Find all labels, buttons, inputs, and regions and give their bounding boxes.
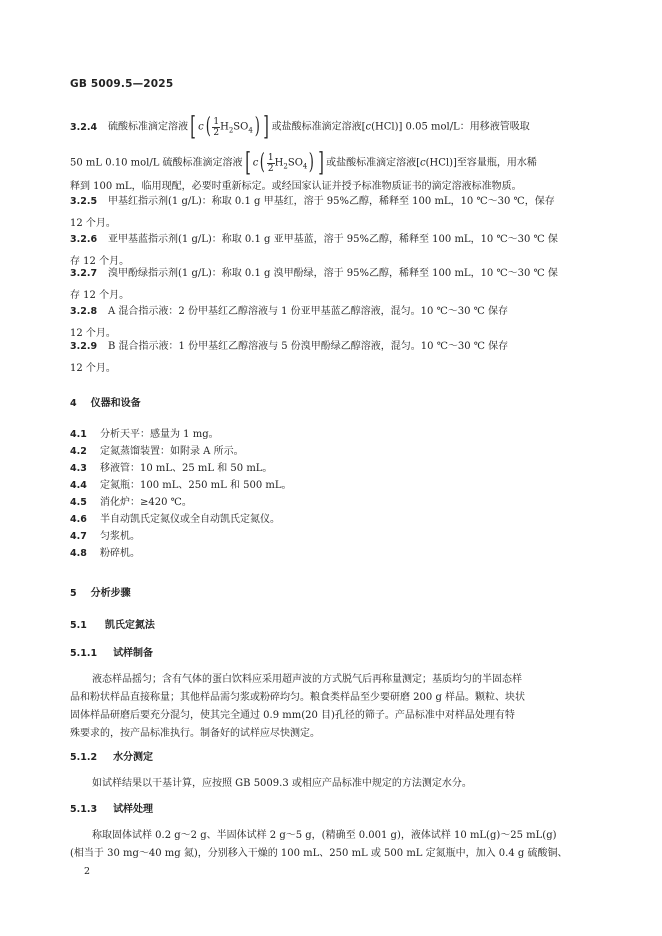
clause-3-2-4-line-2 — [70, 150, 537, 176]
clause-3-2-6-line-1 — [70, 234, 558, 246]
clause-3-2-8-line-1 — [70, 306, 508, 318]
paragraph-5-1-3-line-2: (相当于 30 mg～40 mg 氮)，分别移入干燥的 100 mL、250 mL 或 500 mL 定氮瓶中，加入 0.4 g 硫酸铜、 — [70, 848, 568, 859]
clause-3-2-9-line-1 — [70, 341, 508, 353]
clause-3-2-4-line-3: 释到 100 mL，临用现配，必要时重新标定。或经国家认证并授予标准物质证书的滴定溶液标准物质。 — [70, 181, 522, 192]
paragraph-5-1-2-line-1: 如试样结果以干基计算，应按照 GB 5009.3 或相应产品标准中规定的方法测定水分。 — [92, 778, 472, 789]
item-number: 4.6 — [70, 514, 87, 525]
clause-3-2-6-line-2: 存 12 个月。 — [70, 256, 130, 267]
clause-3-2-7-line-1 — [70, 268, 558, 280]
paren-right: ) — [309, 150, 315, 175]
clause-text: 亚甲基蓝指示剂(1 g/L)：称取 0.1 g 亚甲基蓝，溶于 95%乙醇，稀释至 100 mL，10 ℃～30 ℃ 保 — [108, 234, 558, 245]
formula-h: H — [274, 157, 284, 169]
item-text: 半自动凯氏定氮仪或全自动凯氏定氮仪。 — [100, 514, 280, 525]
item-number: 4.2 — [70, 446, 87, 457]
item-text: 定氮蒸馏装置：如附录 A 所示。 — [100, 446, 244, 457]
bracket-right: ] — [263, 112, 270, 142]
clause-text: B 混合指示液：1 份甲基红乙醇溶液与 5 份溴甲酚绿乙醇溶液，混匀。10 ℃～30 ℃ 保存 — [108, 341, 509, 352]
item-text: 移液管：10 mL、25 mL 和 50 mL。 — [100, 463, 273, 474]
bracket-right: ] — [318, 148, 324, 178]
item-number: 4.3 — [70, 463, 87, 474]
item-number: 4.4 — [70, 480, 87, 491]
clause-number: 3.2.7 — [70, 268, 98, 279]
formula-so: SO — [287, 157, 303, 169]
section-4-heading — [70, 394, 141, 409]
clause-3-2-5-line-1 — [70, 196, 555, 208]
section-title: 水分测定 — [113, 752, 154, 763]
item-text: 消化炉：≥420 ℃。 — [100, 497, 192, 508]
clause-number: 3.2.6 — [70, 234, 98, 245]
formula-sub-2: 2 — [283, 162, 288, 171]
clause-text: (HCl)] 0.05 mol/L：用移液管吸取 — [371, 121, 530, 133]
page-number: 2 — [84, 866, 91, 877]
clause-3-2-8-line-2: 12 个月。 — [70, 328, 116, 339]
paren-left: ( — [260, 150, 266, 175]
concentration-symbol: c — [198, 121, 204, 133]
clause-3-2-9-line-2: 12 个月。 — [70, 363, 116, 374]
clause-text: 溴甲酚绿指示剂(1 g/L)：称取 0.1 g 溴甲酚绿，溶于 95%乙醇，稀释至 100 mL，10 ℃～30 ℃ 保 — [108, 268, 558, 279]
item-4-1 — [70, 429, 219, 441]
paragraph-5-1-3-line-1: 称取固体试样 0.2 g～2 g、半固体试样 2 g～5 g，(精确至 0.001 g)，液体试样 10 mL(g)～25 mL(g) — [92, 830, 557, 841]
clause-number: 3.2.9 — [70, 341, 98, 352]
section-number: 4 — [70, 398, 77, 409]
fraction — [267, 153, 275, 174]
section-5-1-heading — [70, 616, 155, 631]
formula-h: H — [220, 121, 229, 133]
paren-right: ) — [254, 114, 260, 139]
section-5-1-1-heading — [70, 644, 153, 659]
bracket-left: [ — [244, 148, 251, 178]
item-4-5 — [70, 497, 192, 509]
clause-text: A 混合指示液：2 份甲基红乙醇溶液与 1 份亚甲基蓝乙醇溶液，混匀。10 ℃～30 ℃ 保存 — [108, 306, 509, 317]
item-number: 4.5 — [70, 497, 87, 508]
item-4-7 — [70, 531, 140, 543]
item-number: 4.7 — [70, 531, 87, 542]
bracket-left: [ — [190, 112, 196, 142]
concentration-symbol: c — [365, 121, 372, 133]
section-title: 凯氏定氮法 — [104, 620, 155, 631]
fraction-denominator: 2 — [213, 127, 220, 138]
clause-text: 或盐酸标准滴定溶液[ — [271, 121, 366, 133]
section-number: 5.1 — [70, 620, 87, 631]
item-4-6 — [70, 514, 280, 526]
section-number: 5 — [70, 588, 77, 599]
section-title: 分析步骤 — [90, 588, 131, 599]
paren-left: ( — [205, 114, 211, 139]
paragraph-5-1-1-line-3: 固体样品研磨后要充分混匀，使其完全通过 0.9 mm(20 目)孔径的筛子。产品标准中对样品处理有特 — [70, 710, 515, 721]
clause-text: 50 mL 0.10 mol/L 硫酸标准滴定溶液 — [70, 157, 243, 169]
formula-sub-2: 2 — [228, 126, 234, 135]
item-4-4 — [70, 480, 292, 492]
section-title: 仪器和设备 — [90, 398, 141, 409]
item-text: 匀浆机。 — [100, 531, 140, 542]
paragraph-5-1-1-line-1: 液态样品摇匀；含有气体的蛋白饮料应采用超声波的方式脱气后再称量测定；基质均匀的半固态样 — [92, 674, 522, 685]
clause-number: 3.2.5 — [70, 196, 98, 207]
clause-text: 硫酸标准滴定溶液 — [108, 121, 188, 133]
standard-code-header: GB 5009.5—2025 — [70, 78, 174, 90]
section-5-1-3-heading — [70, 800, 153, 815]
section-number: 5.1.1 — [70, 648, 98, 659]
section-5-heading — [70, 584, 131, 599]
formula-so: SO — [233, 121, 249, 133]
formula-sub-4: 4 — [248, 126, 253, 135]
section-number: 5.1.3 — [70, 804, 98, 815]
clause-number: 3.2.8 — [70, 306, 98, 317]
clause-3-2-4-line-1 — [70, 114, 530, 140]
concentration-symbol: c — [252, 157, 259, 169]
paragraph-5-1-1-line-4: 殊要求的，按产品标准执行。制备好的试样应尽快测定。 — [70, 728, 320, 739]
item-number: 4.1 — [70, 429, 87, 440]
item-4-2 — [70, 446, 244, 458]
formula-sub-4: 4 — [302, 162, 308, 171]
item-text: 粉碎机。 — [100, 548, 140, 559]
fraction — [212, 117, 220, 138]
item-4-8 — [70, 548, 140, 560]
clause-3-2-5-line-2: 12 个月。 — [70, 218, 116, 229]
item-text: 分析天平：感量为 1 mg。 — [100, 429, 219, 440]
section-title: 试样处理 — [113, 804, 154, 815]
paragraph-5-1-1-line-2: 品和粉状样品直接称量；其他样品需匀浆或粉碎均匀。粮食类样品至少要研磨 200 g 样品。颗粒、块状 — [70, 692, 526, 703]
clause-text: 或盐酸标准滴定溶液[ — [326, 157, 421, 169]
clause-text: 甲基红指示剂(1 g/L)：称取 0.1 g 甲基红，溶于 95%乙醇，稀释至 100 mL，10 ℃～30 ℃，保存 — [108, 196, 555, 207]
section-number: 5.1.2 — [70, 752, 98, 763]
fraction-numerator: 1 — [213, 116, 220, 127]
clause-number: 3.2.4 — [70, 121, 98, 133]
concentration-symbol: c — [420, 157, 426, 169]
fraction-numerator: 1 — [267, 152, 274, 163]
clause-3-2-7-line-2: 存 12 个月。 — [70, 290, 130, 301]
fraction-denominator: 2 — [267, 163, 274, 174]
item-text: 定氮瓶：100 mL、250 mL 和 500 mL。 — [100, 480, 292, 491]
item-4-3 — [70, 463, 272, 475]
section-title: 试样制备 — [113, 648, 154, 659]
section-5-1-2-heading — [70, 748, 153, 763]
item-number: 4.8 — [70, 548, 87, 559]
clause-text: (HCl)]至容量瓶，用水稀 — [425, 157, 537, 169]
